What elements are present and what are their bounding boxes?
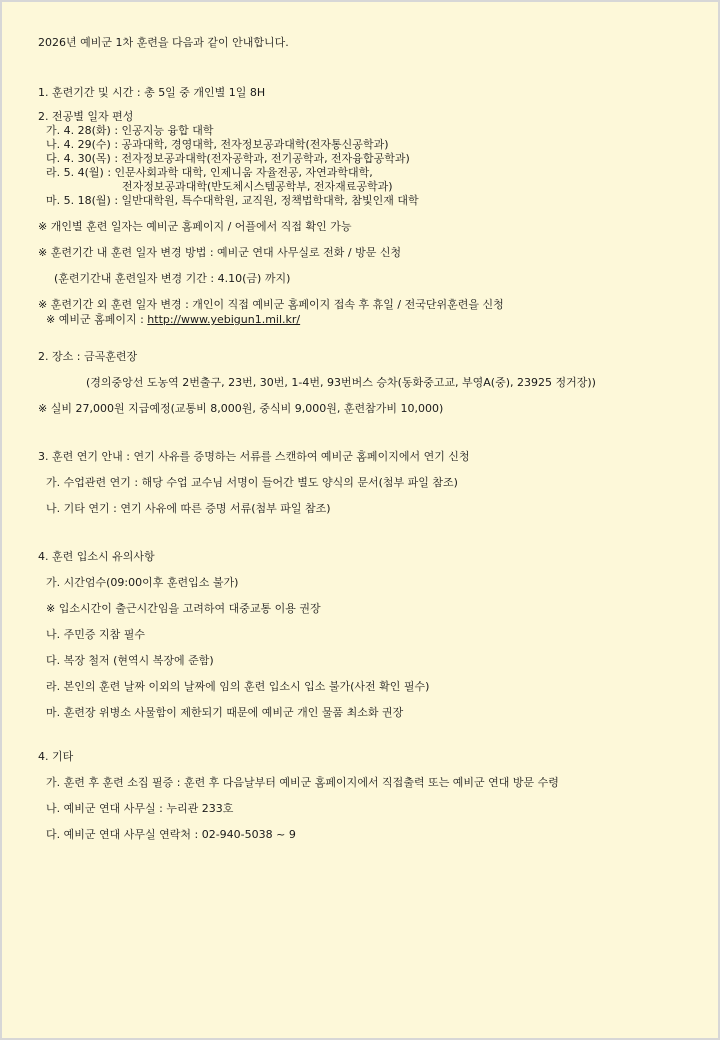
schedule-item-a: 가. 4. 28(화) : 인공지능 융합 대학 (46, 124, 214, 137)
caution-item-a-note: ※ 입소시간이 출근시간임을 고려하여 대중교통 이용 권장 (46, 602, 321, 615)
pay-note: ※ 실비 27,000원 지급예정(교통비 8,000원, 중식비 9,000원, 훈련참가비 10,000) (38, 402, 444, 415)
homepage-link[interactable]: http://www.yebigun1.mil.kr/ (147, 313, 301, 326)
other-item-c: 다. 예비군 연대 사무실 연락처 : 02-940-5038 ~ 9 (46, 828, 296, 841)
note-change-outside: ※ 훈련기간 외 훈련 일자 변경 : 개인이 직접 예비군 홈페이지 접속 후 휴일 / 전국단위훈련을 신청 (38, 298, 504, 311)
schedule-item-d: 라. 5. 4(월) : 인문사회과학 대학, 인제니움 자율전공, 자연과학대학, (46, 166, 373, 179)
note-change-method: ※ 훈련기간 내 훈련 일자 변경 방법 : 예비군 연대 사무실로 전화 / 방문 신청 (38, 246, 402, 259)
caution-item-e: 마. 훈련장 위병소 사물함이 제한되기 때문에 예비군 개인 물품 최소화 권장 (46, 706, 404, 719)
section-place: 2. 장소 : 금곡훈련장 (38, 350, 138, 363)
section-training-period: 1. 훈련기간 및 시간 : 총 5일 중 개인별 1일 8H (38, 86, 266, 99)
note-homepage (46, 313, 300, 327)
schedule-item-c: 다. 4. 30(목) : 전자정보공과대학(전자공학과, 전기공학과, 전자융합공학과) (46, 152, 410, 165)
section-schedule-title: 2. 전공별 일자 편성 (38, 110, 134, 123)
schedule-item-e: 마. 5. 18(월) : 일반대학원, 특수대학원, 교직원, 정책법학대학, 참빛인재 대학 (46, 194, 419, 207)
homepage-label: ※ 예비군 홈페이지 : (46, 313, 148, 326)
note-change-period: (훈련기간내 훈련일자 변경 기간 : 4.10(금) 까지) (54, 272, 291, 285)
caution-item-d: 라. 본인의 훈련 날짜 이외의 날짜에 임의 훈련 입소시 입소 불가(사전 확인 필수) (46, 680, 430, 693)
section-cautions: 4. 훈련 입소시 유의사항 (38, 550, 155, 563)
section-postpone: 3. 훈련 연기 안내 : 연기 사유를 증명하는 서류를 스캔하여 예비군 홈페이지에서 연기 신청 (38, 450, 470, 463)
section-other: 4. 기타 (38, 750, 74, 763)
other-item-a: 가. 훈련 후 훈련 소집 필증 : 훈련 후 다음날부터 예비군 홈페이지에서 직접출력 또는 예비군 연대 방문 수령 (46, 776, 559, 789)
caution-item-b: 나. 주민증 지참 필수 (46, 628, 145, 641)
postpone-item-a: 가. 수업관련 연기 : 해당 수업 교수님 서명이 들어간 별도 양식의 문서(첨부 파일 참조) (46, 476, 458, 489)
schedule-item-d-cont: 전자정보공과대학(반도체시스템공학부, 전자재료공학과) (122, 180, 393, 193)
place-detail: (경의중앙선 도농역 2번출구, 23번, 30번, 1-4번, 93번버스 승차(동화중고교, 부영A(중), 23925 정거장)) (86, 376, 596, 389)
postpone-item-b: 나. 기타 연기 : 연기 사유에 따른 증명 서류(첨부 파일 참조) (46, 502, 331, 515)
note-check-date: ※ 개인별 훈련 일자는 예비군 홈페이지 / 어플에서 직접 확인 가능 (38, 220, 352, 233)
intro-text: 2026년 예비군 1차 훈련을 다음과 같이 안내합니다. (38, 36, 289, 49)
caution-item-a: 가. 시간엄수(09:00이후 훈련입소 불가) (46, 576, 239, 589)
schedule-item-b: 나. 4. 29(수) : 공과대학, 경영대학, 전자정보공과대학(전자통신공학과) (46, 138, 389, 151)
other-item-b: 나. 예비군 연대 사무실 : 누리관 233호 (46, 802, 234, 815)
caution-item-c: 다. 복장 철저 (현역시 복장에 준함) (46, 654, 214, 667)
